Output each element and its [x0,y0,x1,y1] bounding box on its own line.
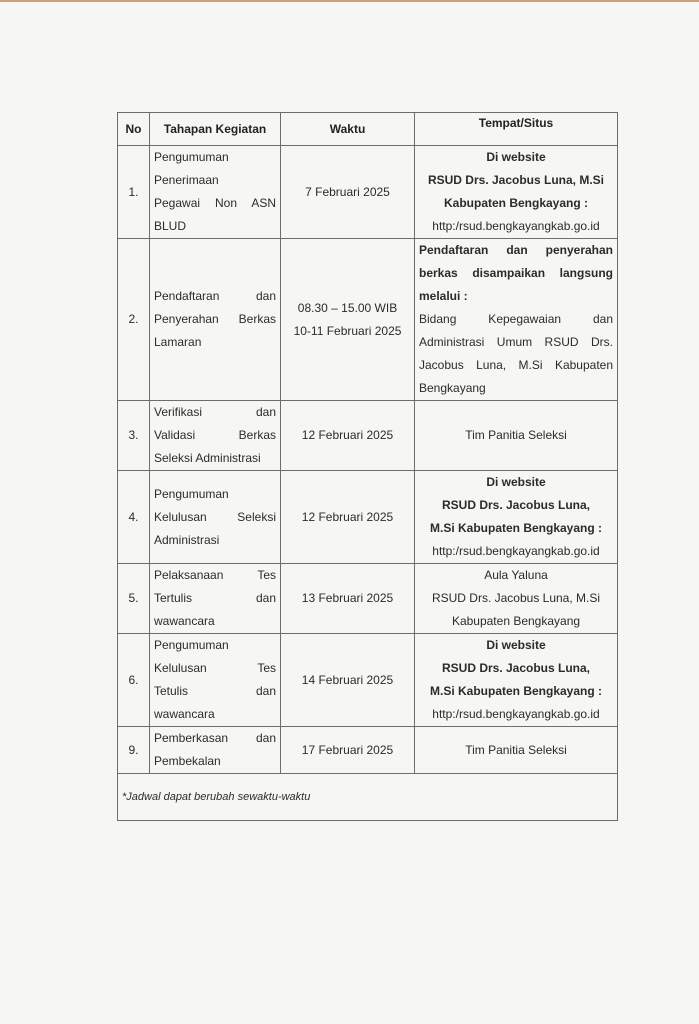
tahapan-cell [150,401,281,471]
tempat-bold-line: RSUD Drs. Jacobus Luna, [441,498,591,512]
header-waktu: Waktu [281,113,415,146]
tempat-line: http:/rsud.bengkayangkab.go.id [432,707,600,721]
table-row [118,634,618,727]
table-row [118,471,618,564]
tahapan-line: Pembekalan [154,754,221,768]
tempat-line: Tim Panitia Seleksi [465,428,567,442]
tahapan-line: Pendaftaran dan [154,289,276,303]
tempat-bold-line: Di website [486,475,546,489]
waktu-cell [281,564,415,634]
waktu-cell [281,146,415,239]
tempat-line: Aula Yaluna [484,568,548,582]
waktu-line: 7 Februari 2025 [305,184,390,199]
tahapan-line: Pemberkasan dan [154,731,276,745]
document-page [0,2,699,1024]
tempat-line: Jacobus Luna, M.Si Kabupaten [419,358,613,372]
table-header-row [118,113,618,146]
tempat-line: Bidang Kepegawaian dan [419,312,613,326]
tempat-line: Tim Panitia Seleksi [465,742,567,757]
tempat-bold-line: RSUD Drs. Jacobus Luna, M.Si [427,173,605,187]
row-number: 2. [118,239,150,401]
tempat-bold-line: berkas disampaikan langsung [419,266,613,280]
tempat-line: http:/rsud.bengkayangkab.go.id [432,219,600,233]
waktu-line: 10-11 Februari 2025 [293,323,402,338]
tempat-cell [415,727,618,774]
tempat-bold-line: Di website [486,150,546,164]
tempat-cell [415,564,618,634]
tahapan-line: wawancara [154,707,215,721]
schedule-table [117,112,618,821]
tahapan-line: Pengumuman [154,638,229,652]
row-number: 6. [118,634,150,727]
tahapan-line: Pelaksanaan Tes [154,568,276,582]
header-no: No [118,113,150,146]
header-tahapan: Tahapan Kegiatan [150,113,281,146]
tempat-bold-line: M.Si Kabupaten Bengkayang : [429,684,603,698]
table-row [118,727,618,774]
tempat-cell [415,146,618,239]
tahapan-line: Pegawai Non ASN [154,196,276,210]
tahapan-cell [150,239,281,401]
tahapan-line: Lamaran [154,335,202,349]
tempat-line: Administrasi Umum RSUD Drs. [419,335,613,349]
waktu-line: 14 Februari 2025 [301,672,394,687]
waktu-cell [281,727,415,774]
row-number: 5. [118,564,150,634]
tahapan-line: Tertulis dan [154,591,276,605]
tempat-cell [415,401,618,471]
tempat-bold-line: M.Si Kabupaten Bengkayang : [429,521,603,535]
waktu-line: 13 Februari 2025 [301,591,394,605]
note-row [118,774,618,821]
waktu-cell [281,239,415,401]
tahapan-cell [150,727,281,774]
table-row [118,564,618,634]
tahapan-line: Validasi Berkas [154,428,276,442]
tahapan-line: BLUD [154,219,187,233]
tahapan-cell [150,634,281,727]
row-number: 1. [118,146,150,239]
tempat-bold-line: RSUD Drs. Jacobus Luna, [441,661,591,675]
table-row [118,239,618,401]
waktu-cell [281,471,415,564]
waktu-line: 17 Februari 2025 [301,742,394,757]
tahapan-line: Kelulusan Tes [154,661,276,675]
tahapan-line: Administrasi [154,532,220,547]
tempat-cell [415,239,618,401]
tempat-line: http:/rsud.bengkayangkab.go.id [432,544,600,558]
tempat-cell [415,471,618,564]
tempat-line: RSUD Drs. Jacobus Luna, M.Si [431,591,601,605]
tempat-bold-line: Di website [486,638,546,652]
row-number: 3. [118,401,150,471]
row-number: 9. [118,727,150,774]
tempat-bold-line: Pendaftaran dan penyerahan [419,243,613,257]
tahapan-line: Pengumuman [154,486,229,501]
tempat-line: Bengkayang [419,381,486,395]
header-tempat: Tempat/Situs [415,113,618,146]
tempat-bold-line: Kabupaten Bengkayang : [443,196,589,210]
table-row [118,146,618,239]
tempat-line: Kabupaten Bengkayang [451,614,581,628]
tahapan-line: Tetulis dan [154,684,276,698]
waktu-cell [281,401,415,471]
tahapan-line: Penyerahan Berkas [154,312,276,326]
waktu-line: 08.30 – 15.00 WIB [297,300,398,315]
tahapan-cell [150,146,281,239]
tahapan-line: wawancara [154,614,215,628]
tahapan-line: Seleksi Administrasi [154,451,261,465]
tahapan-cell [150,564,281,634]
tahapan-line: Kelulusan Seleksi [154,509,276,524]
tempat-cell [415,634,618,727]
tahapan-cell [150,471,281,564]
tempat-bold-line: melalui : [419,289,468,303]
waktu-line: 12 Februari 2025 [301,428,394,442]
tahapan-line: Verifikasi dan [154,405,276,419]
schedule-note: *Jadwal dapat berubah sewaktu-waktu [118,774,618,821]
row-number: 4. [118,471,150,564]
waktu-cell [281,634,415,727]
tahapan-line: Pengumuman [154,150,229,164]
tahapan-line: Penerimaan [154,173,219,187]
table-row [118,401,618,471]
waktu-line: 12 Februari 2025 [301,509,394,524]
